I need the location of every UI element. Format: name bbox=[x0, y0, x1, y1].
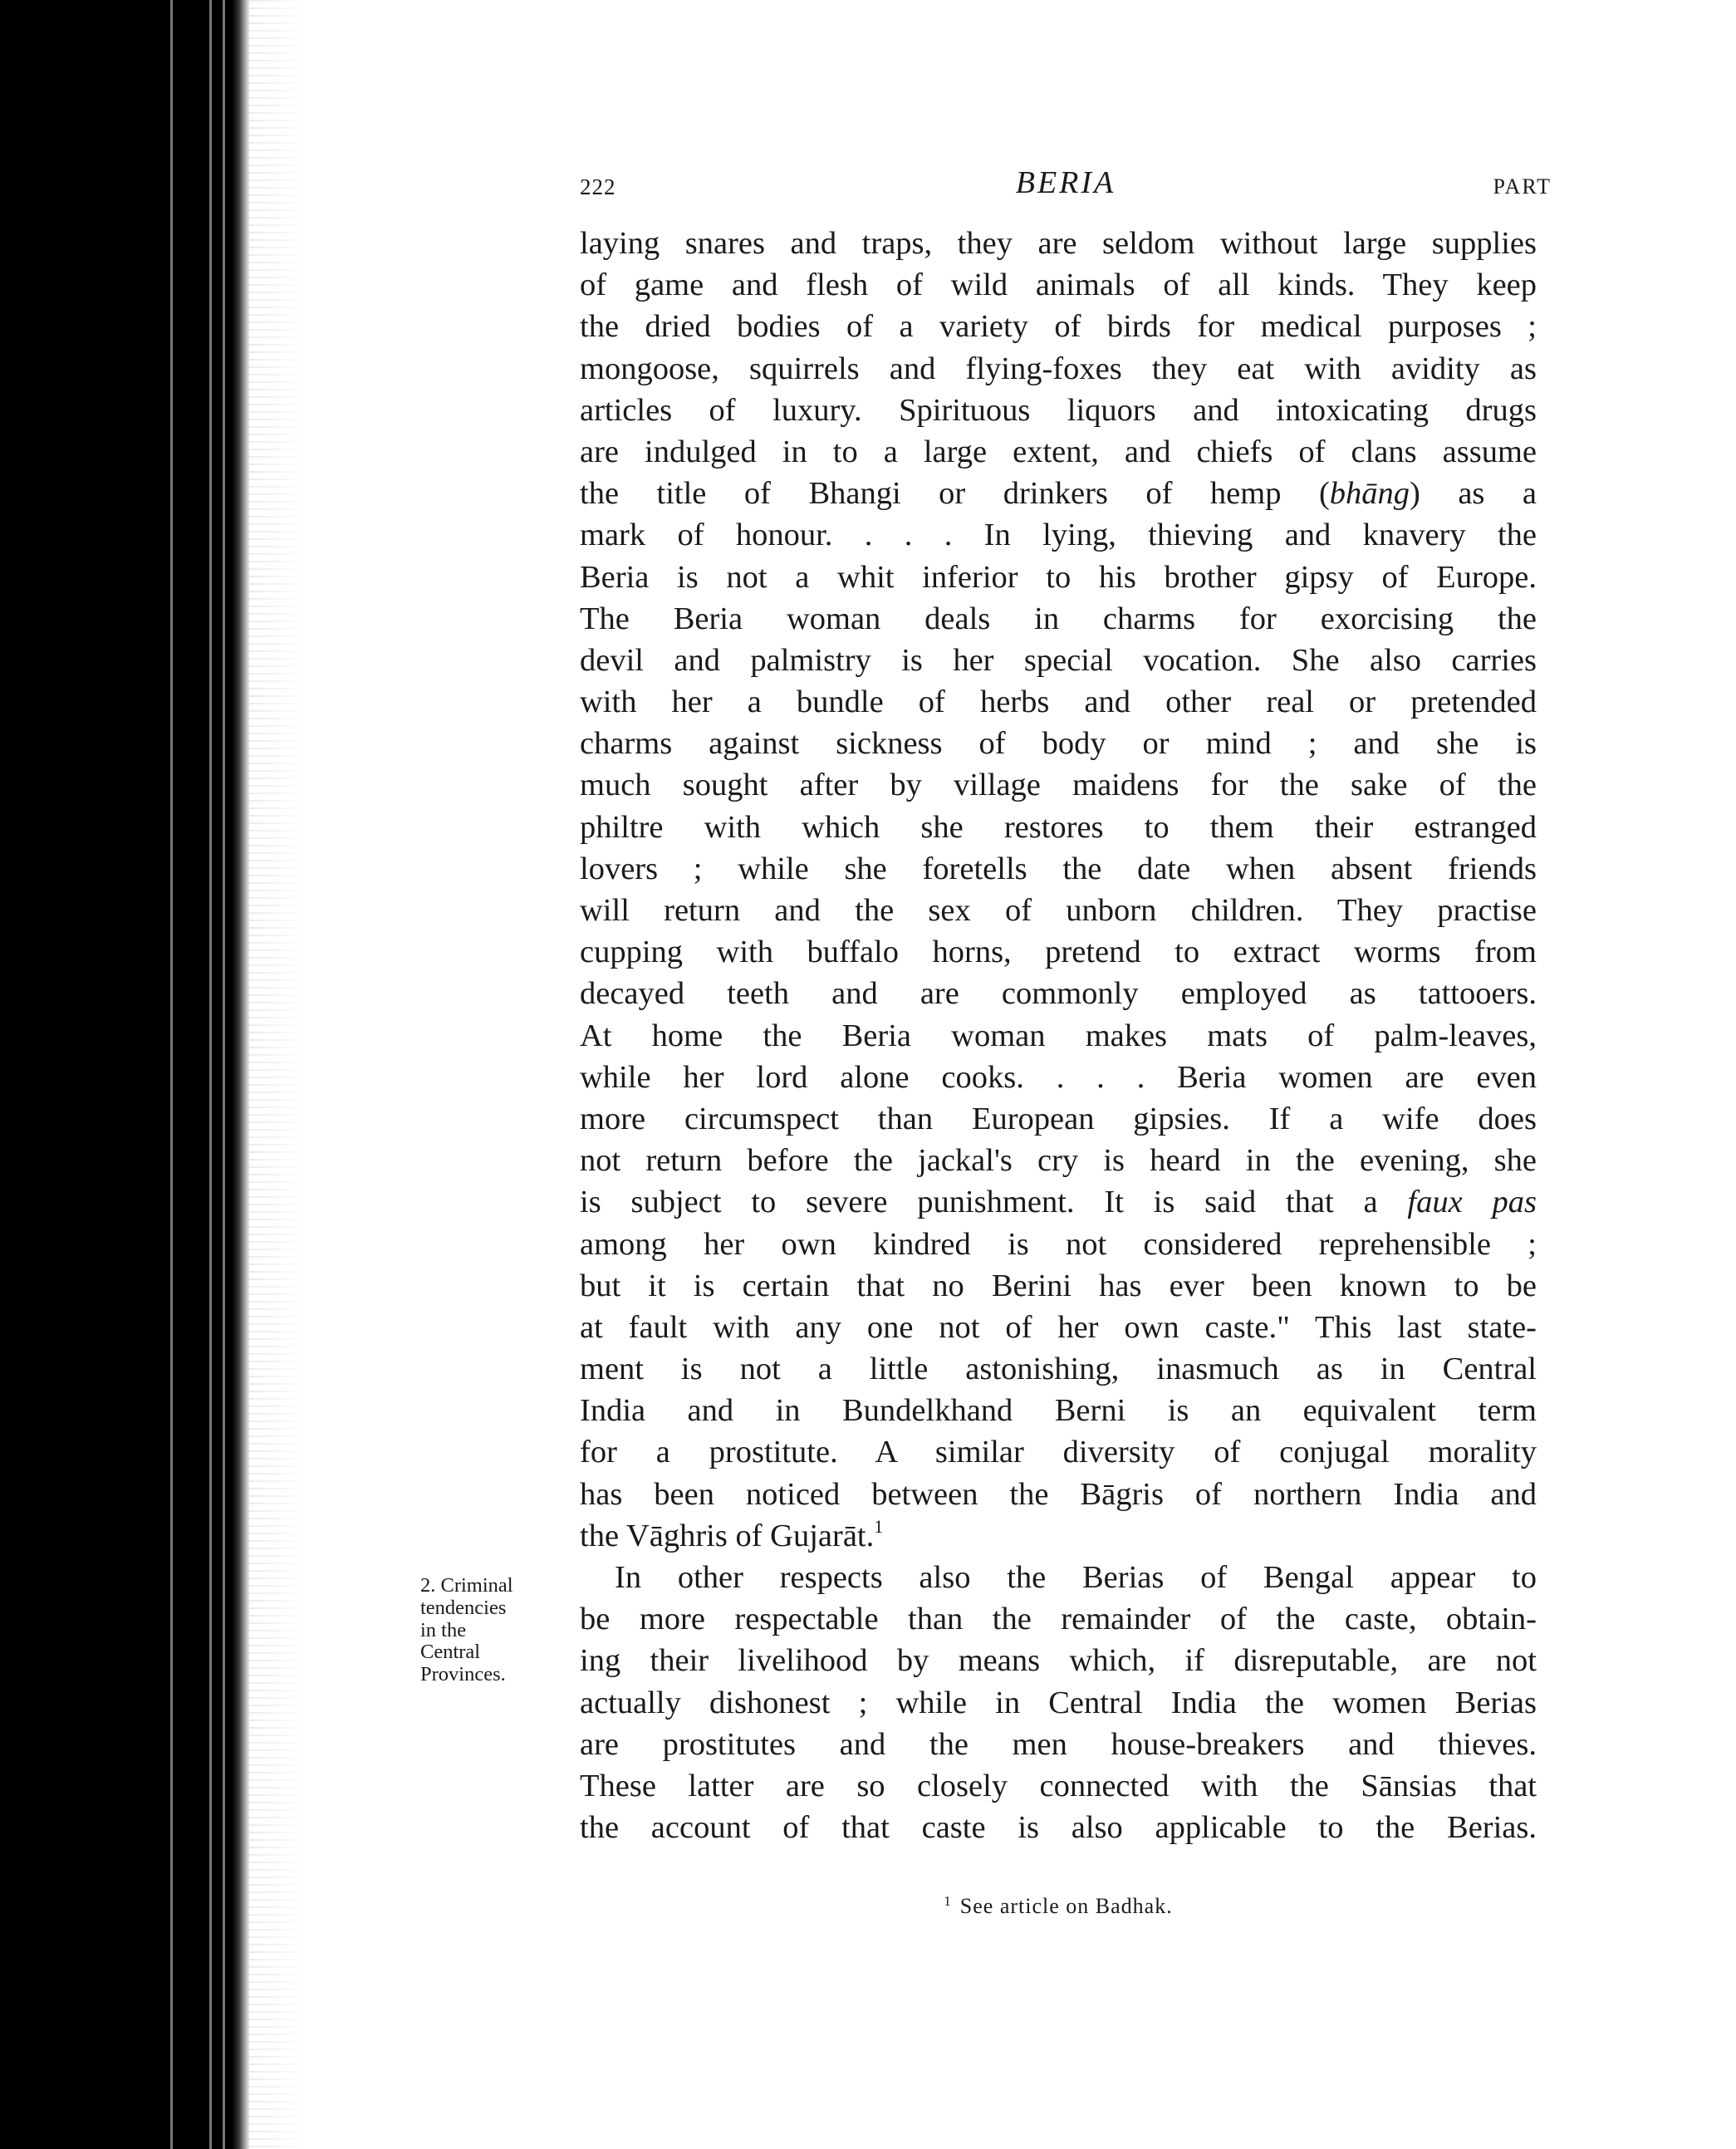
text-line: ing their livelihood by means which, if disreputable, are not bbox=[580, 1643, 1537, 1679]
text-line: be more respectable than the remainder of the caste, obtain- bbox=[580, 1602, 1537, 1637]
text-line: more circumspect than European gipsies. If a wife does bbox=[580, 1101, 1537, 1136]
text-line: for a prostitute. A similar diversity of conjugal morality bbox=[580, 1435, 1537, 1470]
text-line: are prostitutes and the men house-breakers and thieves. bbox=[580, 1726, 1537, 1762]
text-line bbox=[580, 1515, 1537, 1557]
marginal-note-line: Provinces. bbox=[420, 1663, 506, 1686]
footnote-reference[interactable]: 1 bbox=[874, 1515, 884, 1537]
text-line: actually dishonest ; while in Central India the women Berias bbox=[580, 1685, 1537, 1720]
text-line: at fault with any one not of her own caste." This last state- bbox=[580, 1309, 1537, 1345]
text-line: the dried bodies of a variety of birds for medical purposes ; bbox=[580, 309, 1537, 345]
text-line: devil and palmistry is her special vocation. She also carries bbox=[580, 642, 1537, 678]
text-line bbox=[580, 1181, 1537, 1223]
text-line: among her own kindred is not considered reprehensible ; bbox=[580, 1226, 1537, 1262]
text-line: are indulged in to a large extent, and chiefs of clans assume bbox=[580, 434, 1537, 469]
running-part: PART bbox=[1493, 174, 1552, 199]
text-line: the account of that caste is also applicable to the Berias. bbox=[580, 1810, 1537, 1846]
text-line: mongoose, squirrels and flying-foxes they eat with avidity as bbox=[580, 351, 1537, 386]
footnote-text: See article on Badhak. bbox=[959, 1894, 1173, 1918]
marginal-note-line: tendencies bbox=[420, 1596, 507, 1619]
text-line: laying snares and traps, they are seldom without large supplies bbox=[580, 226, 1537, 261]
italic-term: faux pas bbox=[1407, 1185, 1537, 1220]
text-run: ) as a bbox=[1410, 476, 1537, 512]
text-line: much sought after by village maidens for the sake of the bbox=[580, 768, 1537, 803]
text-line: India and in Bundelkhand Berni is an equivalent term bbox=[580, 1393, 1537, 1429]
text-line: lovers ; while she foretells the date when absent friends bbox=[580, 851, 1537, 886]
text-line: ment is not a little astonishing, inasmuch as in Central bbox=[580, 1352, 1537, 1387]
italic-term: bhāng bbox=[1329, 476, 1410, 512]
text-line: At home the Beria woman makes mats of palm-leaves, bbox=[580, 1018, 1537, 1053]
scanned-binding-edge bbox=[0, 0, 249, 2149]
text-line: charms against sickness of body or mind ; and she is bbox=[580, 726, 1537, 762]
text-line: cupping with buffalo horns, pretend to extract worms from bbox=[580, 935, 1537, 970]
text-line: These latter are so closely connected with the Sānsias that bbox=[580, 1768, 1537, 1803]
paragraph-first-line: In other respects also the Berias of Bengal appear to bbox=[615, 1560, 1537, 1595]
text-line: articles of luxury. Spirituous liquors and intoxicating drugs bbox=[580, 392, 1537, 428]
text-run: the title of Bhangi or drinkers of hemp ( bbox=[580, 476, 1330, 512]
running-head bbox=[580, 164, 1552, 206]
running-title: BERIA bbox=[1015, 165, 1116, 200]
text-run: the Vāghris of Gujarāt. bbox=[580, 1518, 875, 1553]
text-line: of game and flesh of wild animals of all kinds. They keep bbox=[580, 267, 1537, 303]
marginal-note-line: in the bbox=[420, 1618, 467, 1641]
footnote bbox=[580, 1894, 1537, 1919]
binding-streak bbox=[170, 0, 173, 2149]
page-number: 222 bbox=[580, 174, 616, 199]
text-line: has been noticed between the Bāgris of northern India and bbox=[580, 1476, 1537, 1512]
text-line: with her a bundle of herbs and other real or pretended bbox=[580, 684, 1537, 720]
text-line: The Beria woman deals in charms for exorcising the bbox=[580, 601, 1537, 636]
text-line: but it is certain that no Berini has ever been known to be bbox=[580, 1268, 1537, 1303]
binding-shadow bbox=[249, 0, 307, 2149]
text-line: while her lord alone cooks. . . . Beria women are even bbox=[580, 1059, 1537, 1095]
footnote-marker: 1 bbox=[944, 1893, 952, 1909]
body-text bbox=[580, 223, 1537, 1848]
binding-streak bbox=[223, 0, 225, 2149]
text-line: will return and the sex of unborn children. They practise bbox=[580, 893, 1537, 928]
text-line bbox=[580, 473, 1537, 514]
marginal-note-line: 2. Criminal bbox=[420, 1574, 513, 1597]
text-line: philtre with which she restores to them their estranged bbox=[580, 809, 1537, 845]
binding-streak bbox=[209, 0, 212, 2149]
text-line: decayed teeth and are commonly employed as tattooers. bbox=[580, 976, 1537, 1012]
marginal-note bbox=[420, 1575, 586, 1686]
text-line: Beria is not a whit inferior to his brother gipsy of Europe. bbox=[580, 559, 1537, 595]
text-run: is subject to severe punishment. It is said that a bbox=[580, 1185, 1408, 1220]
text-line: mark of honour. . . . In lying, thieving and knavery the bbox=[580, 518, 1537, 553]
marginal-note-line: Central bbox=[420, 1641, 481, 1664]
text-line: not return before the jackal's cry is heard in the evening, she bbox=[580, 1143, 1537, 1179]
